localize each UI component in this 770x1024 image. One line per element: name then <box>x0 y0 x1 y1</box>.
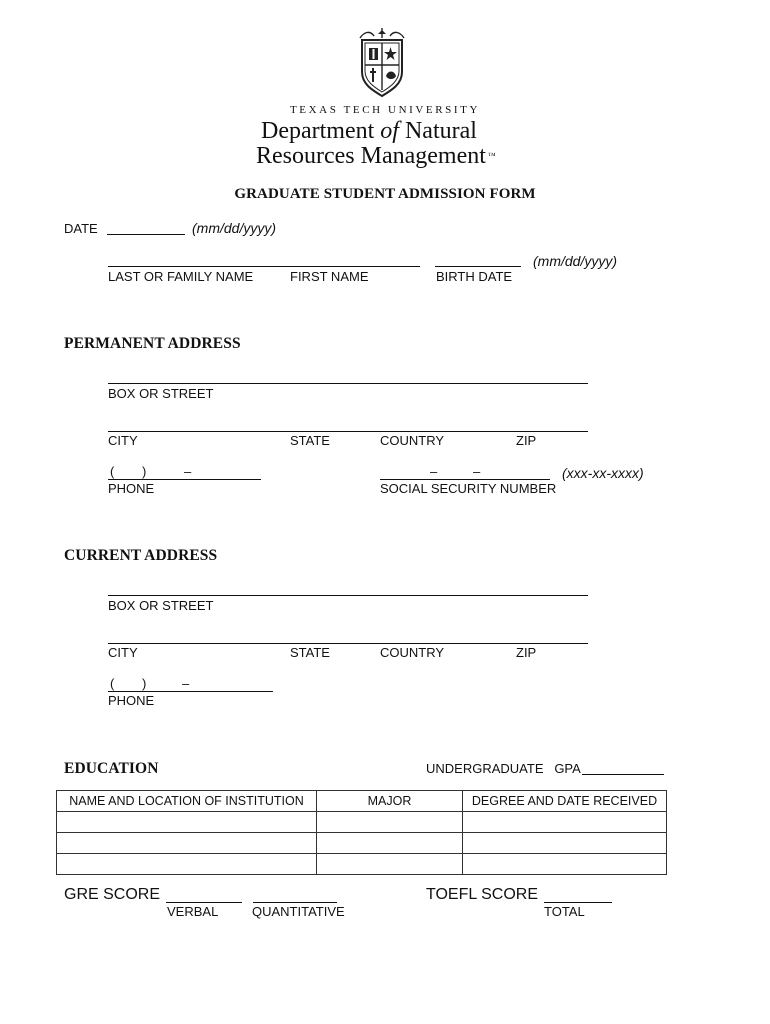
gre-score-label: GRE SCORE <box>64 886 161 903</box>
university-name: TEXAS TECH UNIVERSITY <box>289 104 481 116</box>
institution-cell[interactable] <box>57 854 317 875</box>
form-title: GRADUATE STUDENT ADMISSION FORM <box>234 186 536 202</box>
toefl-score-label: TOEFL SCORE <box>426 886 539 903</box>
department-title-line-2 <box>256 143 496 169</box>
major-cell[interactable] <box>317 833 463 854</box>
education-table <box>56 790 667 875</box>
current-city-label: CITY <box>108 645 138 660</box>
major-cell[interactable] <box>317 854 463 875</box>
degree-cell[interactable] <box>463 833 667 854</box>
dept-word-natural: Natural <box>398 118 477 144</box>
trademark: ™ <box>487 151 496 160</box>
permanent-city-state-field[interactable] <box>108 431 588 432</box>
current-city-state-field[interactable] <box>108 643 588 644</box>
permanent-street-label: BOX OR STREET <box>108 386 214 401</box>
ssn-field[interactable] <box>380 479 550 480</box>
gre-quantitative-label: QUANTITATIVE <box>252 904 345 919</box>
gpa-field[interactable] <box>582 774 664 775</box>
current-phone-paren-close: ) <box>142 676 147 691</box>
permanent-phone-paren-open: ( <box>110 464 115 479</box>
major-cell[interactable] <box>317 812 463 833</box>
first-name-label: FIRST NAME <box>290 269 369 284</box>
current-phone-dash: – <box>182 676 190 691</box>
current-street-field[interactable] <box>108 595 588 596</box>
degree-column-header: DEGREE AND DATE RECEIVED <box>463 791 667 812</box>
ssn-format-hint: (xxx-xx-xxxx) <box>562 465 644 481</box>
current-phone-paren-open: ( <box>110 676 115 691</box>
dept-word-department: Department <box>261 118 381 144</box>
permanent-country-label: COUNTRY <box>380 433 445 448</box>
permanent-street-field[interactable] <box>108 383 588 384</box>
table-row <box>57 812 667 833</box>
ssn-dash-2: – <box>473 464 481 479</box>
dept-word-of: of <box>380 118 399 144</box>
institution-cell[interactable] <box>57 833 317 854</box>
current-phone-field[interactable] <box>108 691 273 692</box>
name-field[interactable] <box>108 266 420 267</box>
permanent-address-heading: PERMANENT ADDRESS <box>64 335 241 352</box>
table-row <box>57 854 667 875</box>
current-phone-label: PHONE <box>108 693 155 708</box>
current-address-heading: CURRENT ADDRESS <box>64 547 218 564</box>
major-column-header: MAJOR <box>317 791 463 812</box>
ssn-dash-1: – <box>430 464 438 479</box>
education-header-row <box>57 791 667 812</box>
last-name-label: LAST OR FAMILY NAME <box>108 269 254 284</box>
ssn-label: SOCIAL SECURITY NUMBER <box>380 481 557 496</box>
permanent-zip-label: ZIP <box>516 433 537 448</box>
institution-column-header: NAME AND LOCATION OF INSTITUTION <box>57 791 317 812</box>
department-title-line-1 <box>261 118 477 144</box>
toefl-total-field[interactable] <box>544 902 612 903</box>
toefl-total-label: TOTAL <box>544 904 585 919</box>
institution-cell[interactable] <box>57 812 317 833</box>
permanent-phone-field[interactable] <box>108 479 261 480</box>
birth-date-field[interactable] <box>435 266 521 267</box>
current-state-label: STATE <box>290 645 330 660</box>
gre-quantitative-field[interactable] <box>253 902 337 903</box>
permanent-state-label: STATE <box>290 433 330 448</box>
date-format-hint: (mm/dd/yyyy) <box>192 220 276 236</box>
gpa-label: UNDERGRADUATE GPA <box>426 761 581 776</box>
degree-cell[interactable] <box>463 812 667 833</box>
table-row <box>57 833 667 854</box>
permanent-phone-paren-close: ) <box>142 464 147 479</box>
date-label: DATE <box>64 221 98 236</box>
university-shield-logo <box>354 26 410 98</box>
education-heading: EDUCATION <box>64 760 159 777</box>
degree-cell[interactable] <box>463 854 667 875</box>
date-field[interactable] <box>107 234 185 235</box>
birth-date-label: BIRTH DATE <box>436 269 513 284</box>
current-country-label: COUNTRY <box>380 645 445 660</box>
permanent-city-label: CITY <box>108 433 138 448</box>
current-zip-label: ZIP <box>516 645 537 660</box>
dept-word-resources: Resources Management <box>256 143 486 169</box>
current-street-label: BOX OR STREET <box>108 598 214 613</box>
gre-verbal-label: VERBAL <box>167 904 219 919</box>
permanent-phone-dash: – <box>184 464 192 479</box>
birth-date-format-hint: (mm/dd/yyyy) <box>533 253 617 269</box>
gre-verbal-field[interactable] <box>166 902 242 903</box>
permanent-phone-label: PHONE <box>108 481 155 496</box>
